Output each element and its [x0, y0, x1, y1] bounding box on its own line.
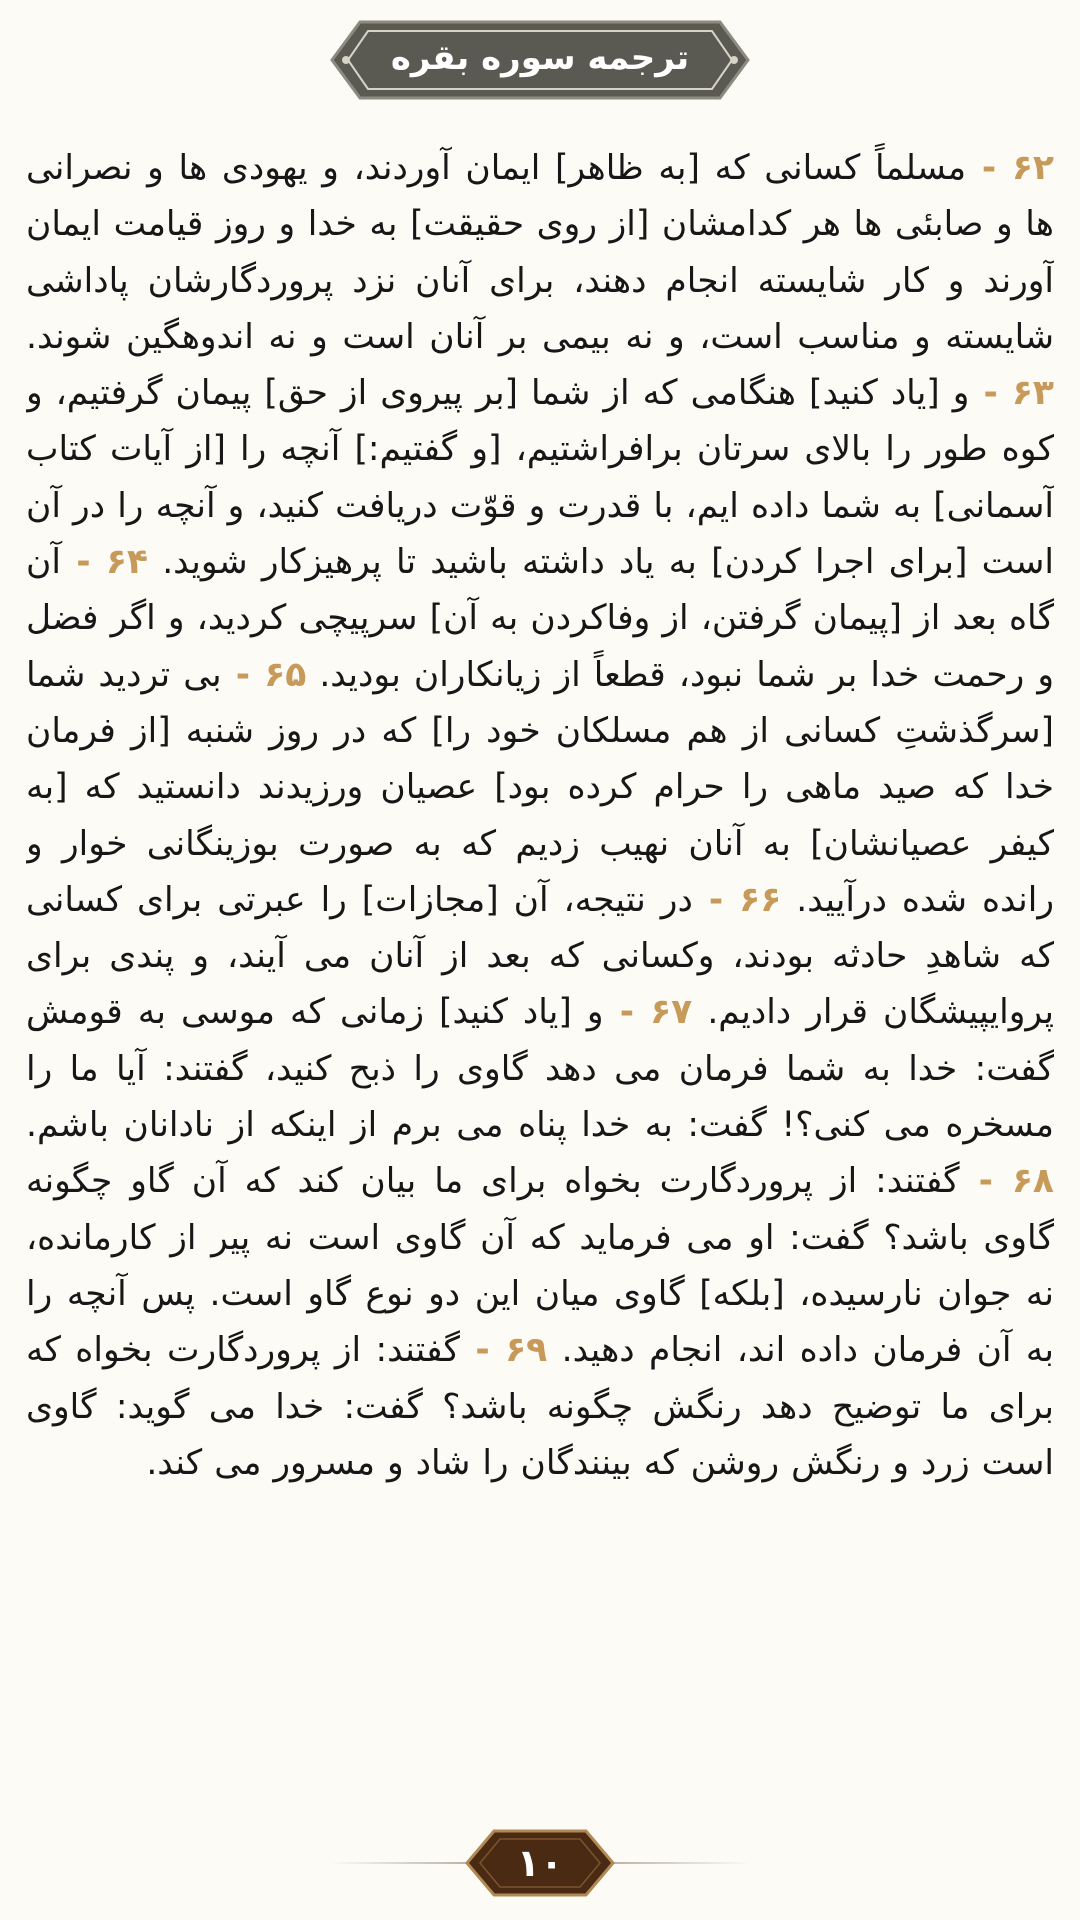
verse-text: و [یاد کنید] هنگامی که از شما [بر پیروی از حق] پیمان گرفتیم، و کوه طور را بالای سرتان برافراشتیم، [و گفتیم:] آنچه را [از آیات کتاب آسمانی] به شما داده ایم، با قدرت و قوّت دریافت کنید، و آنچه را در آن است [برای اجرا کردن] به یاد داشته باشید تا پرهیزکار شوید.	[26, 373, 1054, 583]
verse-number: ۶۴	[105, 542, 148, 583]
verse-number: ۶۶	[739, 879, 782, 920]
verse-65: ۶۵ - بی تردید شما [سرگذشتِ کسانی از هم مسلکان خود را] که در روز شنبه [از فرمان خدا که صید ماهی را حرام کرده بود] عصیان ورزیدند دانستید که [به کیفر عصیانشان] به آنان نهیب زدیم که به صورت بوزینگانی خوار و رانده شده درآیید.	[26, 654, 1054, 920]
footer-divider-left	[330, 1862, 470, 1864]
footer-divider-right	[610, 1862, 750, 1864]
verse-text: مسلماً کسانی که [به ظاهر] ایمان آوردند، و یهودی ها و نصرانی ها و صابئی ها هر کدامشان [از روی حقیقت] به خدا و روز قیامت ایمان آورند و کار شایسته انجام دهند، برای آنان نزد پروردگارشان پاداشی شایسته و مناسب است، و نه بیمی بر آنان است و نه اندوهگین شوند.	[26, 148, 1054, 357]
translation-text	[26, 140, 1054, 1780]
page-number: ۱۰	[516, 1841, 564, 1885]
verse-text: گفتند: از پروردگارت بخواه برای ما بیان کند که آن گاو چگونه گاوی باشد؟ گفت: او می فرماید که آن گاوی است نه پیر از کارمانده، نه جوان نارسیده، [بلکه] گاوی میان این دو نوع گاو است. پس آنچه را به آن فرمان داده اند، انجام دهید.	[26, 1161, 1054, 1371]
verse-63: ۶۳ - و [یاد کنید] هنگامی که از شما [بر پیروی از حق] پیمان گرفتیم، و کوه طور را بالای سرتان برافراشتیم، [و گفتیم:] آنچه را [از آیات کتاب آسمانی] به شما داده ایم، با قدرت و قوّت دریافت کنید، و آنچه را در آن است [برای اجرا کردن] به یاد داشته باشید تا پرهیزکار شوید.	[26, 373, 1054, 583]
verse-67: ۶۷ - و [یاد کنید] زمانی که موسی به قومش گفت: خدا به شما فرمان می دهد گاوی را ذبح کنید، گفتند: آیا ما را مسخره می کنی؟! گفت: به خدا پناه می برم از اینکه از نادانان باشم.	[26, 992, 1054, 1146]
verse-text: آن گاه بعد از [پیمان گرفتن، از وفاکردن به آن] سرپیچی کردید، و اگر فضل و رحمت خدا بر شما نبود، قطعاً از زیانکاران بودید.	[26, 542, 1054, 695]
verse-number: ۶۷	[650, 992, 693, 1033]
header	[0, 18, 1080, 102]
verse-number: ۶۸	[1011, 1161, 1054, 1202]
verse-64: ۶۴ - آن گاه بعد از [پیمان گرفتن، از وفاکردن به آن] سرپیچی کردید، و اگر فضل و رحمت خدا بر شما نبود، قطعاً از زیانکاران بودید.	[26, 542, 1054, 695]
verse-68: ۶۸ - گفتند: از پروردگارت بخواه برای ما بیان کند که آن گاو چگونه گاوی باشد؟ گفت: او می فرماید که آن گاوی است نه پیر از کارمانده، نه جوان نارسیده، [بلکه] گاوی میان این دو نوع گاو است. پس آنچه را به آن فرمان داده اند، انجام دهید.	[26, 1161, 1054, 1371]
verse-66: ۶۶ - در نتیجه، آن [مجازات] را عبرتی برای کسانی که شاهدِ حادثه بودند، وکسانی که بعد از آنان می آیند، و پندی برای پروایپیشگان قرار دادیم.	[26, 879, 1054, 1033]
verse-69: ۶۹ - گفتند: از پروردگارت بخواه که برای ما توضیح دهد رنگش چگونه باشد؟ گفت: خدا می گوید: گاوی است زرد و رنگش روشن که بینندگان را شاد و مسرور می کند.	[26, 1330, 1054, 1483]
verse-text: گفتند: از پروردگارت بخواه که برای ما توضیح دهد رنگش چگونه باشد؟ گفت: خدا می گوید: گاوی است زرد و رنگش روشن که بینندگان را شاد و مسرور می کند.	[26, 1330, 1054, 1483]
verse-number: ۶۵	[264, 654, 307, 695]
verse-62: ۶۲ - مسلماً کسانی که [به ظاهر] ایمان آوردند، و یهودی ها و نصرانی ها و صابئی ها هر کدامشان [از روی حقیقت] به خدا و روز قیامت ایمان آورند و کار شایسته انجام دهند، برای آنان نزد پروردگارشان پاداشی شایسته و مناسب است، و نه بیمی بر آنان است و نه اندوهگین شوند.	[26, 148, 1054, 357]
verse-text: و [یاد کنید] زمانی که موسی به قومش گفت: خدا به شما فرمان می دهد گاوی را ذبح کنید، گفتند: آیا ما را مسخره می کنی؟! گفت: به خدا پناه می برم از اینکه از نادانان باشم.	[26, 992, 1054, 1146]
verse-text: در نتیجه، آن [مجازات] را عبرتی برای کسانی که شاهدِ حادثه بودند، وکسانی که بعد از آنان می آیند، و پندی برای پروایپیشگان قرار دادیم.	[26, 879, 1054, 1033]
verse-number: ۶۹	[505, 1330, 548, 1371]
verse-text: بی تردید شما [سرگذشتِ کسانی از هم مسلکان خود را] که در روز شنبه [از فرمان خدا که صید ماهی را حرام کرده بود] عصیان ورزیدند دانستید که [به کیفر عصیانشان] به آنان نهیب زدیم که به صورت بوزینگانی خوار و رانده شده درآیید.	[26, 654, 1054, 920]
page-title: ترجمه سوره بقره	[390, 38, 690, 78]
footer	[0, 1828, 1080, 1898]
verse-number: ۶۲	[1011, 148, 1054, 188]
verse-number: ۶۳	[1011, 373, 1054, 414]
